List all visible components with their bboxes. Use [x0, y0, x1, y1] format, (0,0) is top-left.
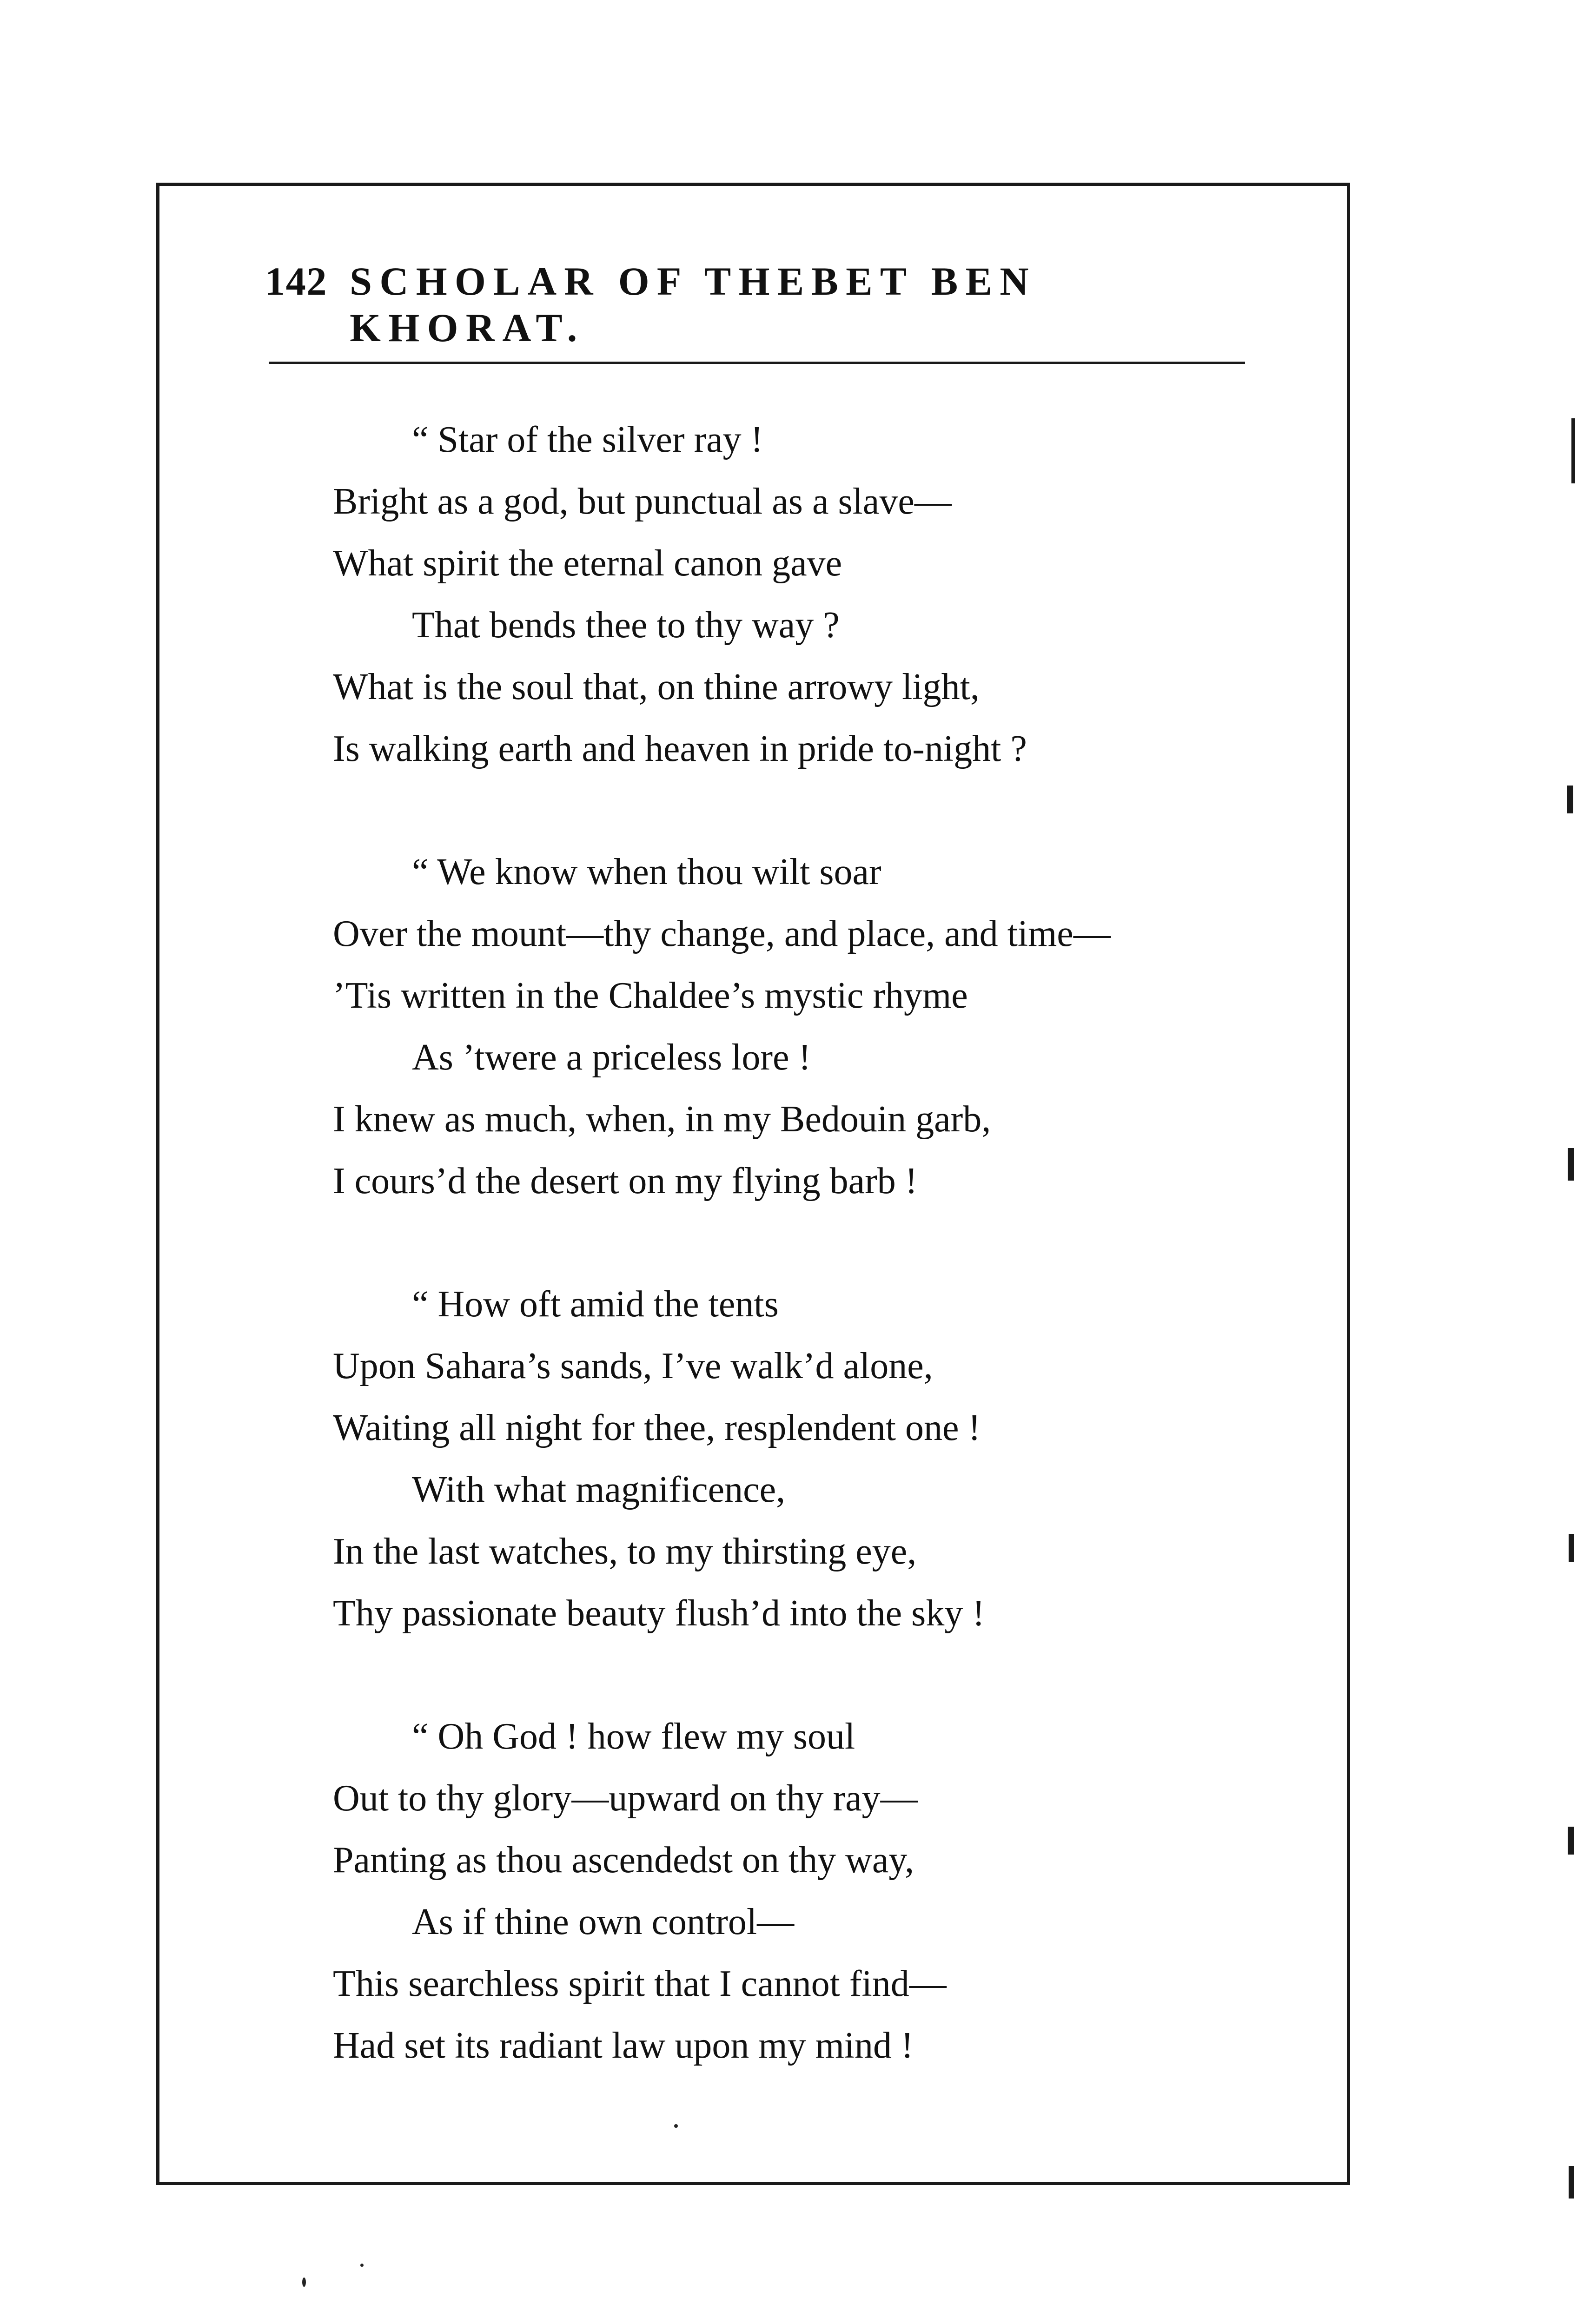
poem-line: Is walking earth and heaven in pride to-night ?	[333, 728, 1027, 769]
poem-line: Bright as a god, but punctual as a slave—	[333, 481, 952, 522]
page-number: 142	[265, 259, 328, 304]
stanza	[333, 841, 1309, 1212]
page-edge-mark	[1567, 786, 1573, 813]
poem-line: As ’twere a priceless lore !	[412, 1037, 811, 1078]
poem-line: “ How oft amid the tents	[412, 1284, 779, 1325]
scan-speck	[360, 2264, 364, 2267]
poem-line: Out to thy glory—upward on thy ray—	[333, 1778, 918, 1819]
page-edge-mark	[1569, 1534, 1574, 1562]
poem-line: This searchless spirit that I cannot find—	[333, 1963, 947, 2004]
poem-line: Had set its radiant law upon my mind !	[333, 2025, 914, 2066]
poem-line: I cours’d the desert on my flying barb !	[333, 1161, 918, 1202]
poem-body	[333, 409, 1309, 2138]
running-title: SCHOLAR OF THEBET BEN KHORAT.	[350, 259, 1036, 350]
poem-line: Over the mount—thy change, and place, and time—	[333, 913, 1111, 954]
page-edge-mark	[1568, 1148, 1574, 1181]
poem-line: As if thine own control—	[412, 1901, 795, 1942]
page-edge-mark	[1569, 2166, 1574, 2199]
poem-line: What is the soul that, on thine arrowy light,	[333, 667, 980, 707]
stanza	[333, 1706, 1309, 2077]
poem-line: In the last watches, to my thirsting eye,	[333, 1531, 917, 1572]
poem-line: Panting as thou ascendedst on thy way,	[333, 1840, 914, 1881]
page-edge-mark	[1571, 418, 1575, 483]
poem-line: Waiting all night for thee, resplendent one !	[333, 1407, 981, 1448]
stanza	[333, 1274, 1309, 1644]
poem-line: “ Oh God ! how flew my soul	[412, 1716, 855, 1757]
header-rule	[269, 362, 1245, 364]
stanza	[333, 409, 1309, 780]
poem-line: Thy passionate beauty flush’d into the sky !	[333, 1593, 985, 1634]
poem-line: “ Star of the silver ray !	[412, 419, 763, 460]
poem-line: ’Tis written in the Chaldee’s mystic rhyme	[333, 975, 968, 1016]
running-header	[265, 258, 1241, 350]
page-edge-mark	[1568, 1827, 1574, 1855]
poem-line: What spirit the eternal canon gave	[333, 543, 842, 584]
scan-speck	[674, 2124, 678, 2128]
poem-line: “ We know when thou wilt soar	[412, 852, 881, 892]
poem-line: That bends thee to thy way ?	[412, 605, 840, 646]
poem-line: With what magnificence,	[412, 1469, 786, 1510]
poem-line: I knew as much, when, in my Bedouin garb,	[333, 1099, 991, 1140]
poem-line: Upon Sahara’s sands, I’ve walk’d alone,	[333, 1346, 933, 1386]
scan-speck	[302, 2278, 306, 2287]
